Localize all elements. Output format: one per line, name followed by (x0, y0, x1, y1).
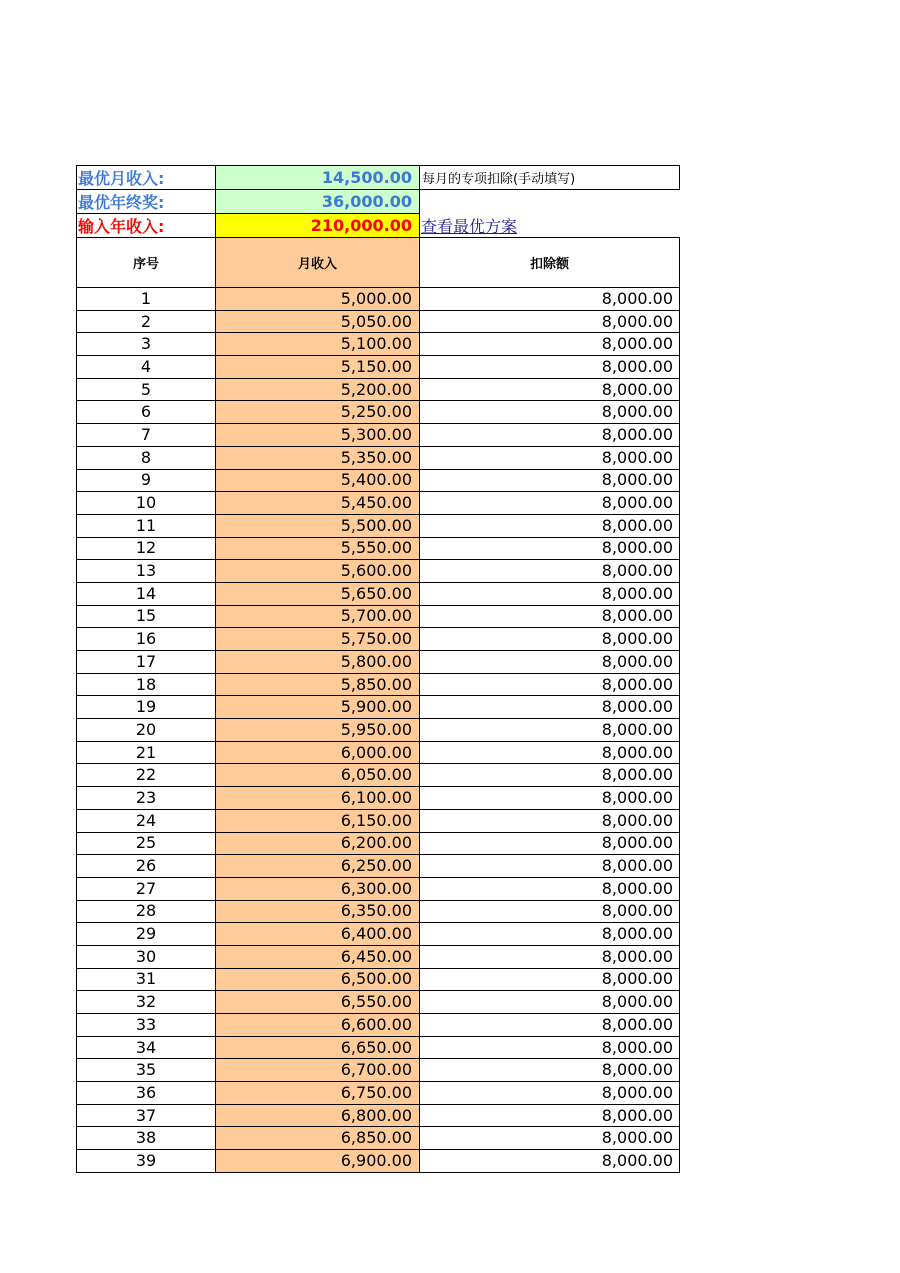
row-deduction-cell[interactable]: 8,000.00 (420, 1082, 680, 1105)
row-deduction-cell[interactable]: 8,000.00 (420, 537, 680, 560)
row-seq-cell[interactable]: 34 (77, 1036, 216, 1059)
row-income-cell[interactable]: 5,450.00 (216, 492, 420, 515)
row-income-cell[interactable]: 5,850.00 (216, 673, 420, 696)
row-income-cell[interactable]: 6,050.00 (216, 764, 420, 787)
row-income-cell[interactable]: 5,300.00 (216, 424, 420, 447)
header-monthly-income: 月收入 (216, 238, 420, 288)
table-row (77, 1059, 680, 1082)
best-monthly-label: 最优月收入: (77, 166, 216, 190)
table-row (77, 991, 680, 1014)
table-row (77, 832, 680, 855)
row-seq-cell[interactable]: 15 (77, 605, 216, 628)
table-row (77, 923, 680, 946)
table-row (77, 1104, 680, 1127)
row-seq-cell[interactable]: 36 (77, 1082, 216, 1105)
best-monthly-value[interactable]: 14,500.00 (216, 166, 420, 190)
table-row (77, 514, 680, 537)
row-income-cell[interactable]: 5,350.00 (216, 446, 420, 469)
row-income-cell[interactable]: 6,450.00 (216, 945, 420, 968)
row-deduction-cell[interactable]: 8,000.00 (420, 401, 680, 424)
row-income-cell[interactable]: 6,750.00 (216, 1082, 420, 1105)
row-deduction-cell[interactable]: 8,000.00 (420, 424, 680, 447)
row-income-cell[interactable]: 6,650.00 (216, 1036, 420, 1059)
row-seq-cell[interactable]: 33 (77, 1014, 216, 1037)
row-deduction-cell[interactable]: 8,000.00 (420, 333, 680, 356)
row-seq-cell[interactable]: 3 (77, 333, 216, 356)
table-row (77, 719, 680, 742)
row-seq-cell[interactable]: 24 (77, 809, 216, 832)
row-income-cell[interactable]: 5,100.00 (216, 333, 420, 356)
table-row (77, 469, 680, 492)
row-income-cell[interactable]: 5,600.00 (216, 560, 420, 583)
row-income-cell[interactable]: 6,550.00 (216, 991, 420, 1014)
table-row (77, 560, 680, 583)
row-income-cell[interactable]: 5,650.00 (216, 582, 420, 605)
row-deduction-cell[interactable]: 8,000.00 (420, 1059, 680, 1082)
table-row (77, 855, 680, 878)
row-income-cell[interactable]: 5,250.00 (216, 401, 420, 424)
table-row (77, 492, 680, 515)
row-seq-cell[interactable]: 37 (77, 1104, 216, 1127)
row-deduction-cell[interactable]: 8,000.00 (420, 288, 680, 311)
row-seq-cell[interactable]: 7 (77, 424, 216, 447)
row-income-cell[interactable]: 6,600.00 (216, 1014, 420, 1037)
table-row (77, 900, 680, 923)
row-seq-cell[interactable]: 5 (77, 378, 216, 401)
row-deduction-cell[interactable]: 8,000.00 (420, 923, 680, 946)
header-deduction: 扣除额 (420, 238, 680, 288)
row-seq-cell[interactable]: 30 (77, 945, 216, 968)
row-seq-cell[interactable]: 2 (77, 310, 216, 333)
row-deduction-cell[interactable]: 8,000.00 (420, 1127, 680, 1150)
table-row (77, 333, 680, 356)
header-seq: 序号 (77, 238, 216, 288)
row-income-cell[interactable]: 5,400.00 (216, 469, 420, 492)
row-income-cell[interactable]: 6,400.00 (216, 923, 420, 946)
table-header (77, 238, 680, 288)
row-deduction-cell[interactable]: 8,000.00 (420, 1104, 680, 1127)
row-deduction-cell[interactable]: 8,000.00 (420, 696, 680, 719)
table-row (77, 1014, 680, 1037)
table-row (77, 945, 680, 968)
row-income-cell[interactable]: 6,200.00 (216, 832, 420, 855)
table-row (77, 1150, 680, 1173)
row-deduction-cell[interactable]: 8,000.00 (420, 378, 680, 401)
row-seq-cell[interactable]: 26 (77, 855, 216, 878)
row-deduction-cell[interactable]: 8,000.00 (420, 787, 680, 810)
row-deduction-cell[interactable]: 8,000.00 (420, 310, 680, 333)
table-row (77, 582, 680, 605)
best-bonus-value[interactable]: 36,000.00 (216, 190, 420, 214)
row-deduction-cell[interactable]: 8,000.00 (420, 945, 680, 968)
salary-table (76, 165, 680, 1173)
row-seq-cell[interactable]: 13 (77, 560, 216, 583)
table-row (77, 605, 680, 628)
row-seq-cell[interactable]: 17 (77, 651, 216, 674)
row-deduction-cell[interactable]: 8,000.00 (420, 492, 680, 515)
table-row (77, 288, 680, 311)
deduction-note: 每月的专项扣除(手动填写) (420, 166, 680, 190)
view-best-plan-link[interactable]: 查看最优方案 (421, 216, 518, 236)
best-monthly-row (77, 166, 680, 190)
table-row (77, 696, 680, 719)
table-row (77, 628, 680, 651)
row-deduction-cell[interactable]: 8,000.00 (420, 900, 680, 923)
row-income-cell[interactable]: 5,050.00 (216, 310, 420, 333)
row-deduction-cell[interactable]: 8,000.00 (420, 741, 680, 764)
table-row (77, 1036, 680, 1059)
row-income-cell[interactable]: 6,100.00 (216, 787, 420, 810)
row-income-cell[interactable]: 6,000.00 (216, 741, 420, 764)
table-row (77, 310, 680, 333)
row-income-cell[interactable]: 5,700.00 (216, 605, 420, 628)
row-income-cell[interactable]: 5,550.00 (216, 537, 420, 560)
row-deduction-cell[interactable]: 8,000.00 (420, 1150, 680, 1173)
row-seq-cell[interactable]: 11 (77, 514, 216, 537)
annual-income-label: 输入年收入: (77, 214, 216, 238)
row-deduction-cell[interactable]: 8,000.00 (420, 605, 680, 628)
table-row (77, 651, 680, 674)
table-row (77, 356, 680, 379)
row-deduction-cell[interactable]: 8,000.00 (420, 628, 680, 651)
row-seq-cell[interactable]: 21 (77, 741, 216, 764)
row-seq-cell[interactable]: 32 (77, 991, 216, 1014)
row-seq-cell[interactable]: 4 (77, 356, 216, 379)
row-income-cell[interactable]: 6,350.00 (216, 900, 420, 923)
row-seq-cell[interactable]: 39 (77, 1150, 216, 1173)
row-income-cell[interactable]: 6,150.00 (216, 809, 420, 832)
table-row (77, 673, 680, 696)
row-seq-cell[interactable]: 31 (77, 968, 216, 991)
table-row (77, 446, 680, 469)
row-income-cell[interactable]: 5,800.00 (216, 651, 420, 674)
row-seq-cell[interactable]: 25 (77, 832, 216, 855)
table-row (77, 787, 680, 810)
row-deduction-cell[interactable]: 8,000.00 (420, 877, 680, 900)
row-seq-cell[interactable]: 29 (77, 923, 216, 946)
row-income-cell[interactable]: 5,150.00 (216, 356, 420, 379)
row-income-cell[interactable]: 6,800.00 (216, 1104, 420, 1127)
annual-income-row (77, 214, 680, 238)
row-income-cell[interactable]: 5,000.00 (216, 288, 420, 311)
row-seq-cell[interactable]: 10 (77, 492, 216, 515)
row-deduction-cell[interactable]: 8,000.00 (420, 1036, 680, 1059)
row-income-cell[interactable]: 6,900.00 (216, 1150, 420, 1173)
row-seq-cell[interactable]: 35 (77, 1059, 216, 1082)
row-seq-cell[interactable]: 9 (77, 469, 216, 492)
row-deduction-cell[interactable]: 8,000.00 (420, 1014, 680, 1037)
row-income-cell[interactable]: 5,200.00 (216, 378, 420, 401)
table-row (77, 968, 680, 991)
row-deduction-cell[interactable]: 8,000.00 (420, 855, 680, 878)
row-seq-cell[interactable]: 14 (77, 582, 216, 605)
row-income-cell[interactable]: 5,500.00 (216, 514, 420, 537)
row-income-cell[interactable]: 6,850.00 (216, 1127, 420, 1150)
best-bonus-row (77, 190, 680, 214)
row-seq-cell[interactable]: 6 (77, 401, 216, 424)
row-seq-cell[interactable]: 20 (77, 719, 216, 742)
best-bonus-label: 最优年终奖: (77, 190, 216, 214)
row-income-cell[interactable]: 5,750.00 (216, 628, 420, 651)
table-row (77, 809, 680, 832)
table-row (77, 1082, 680, 1105)
row-deduction-cell[interactable]: 8,000.00 (420, 719, 680, 742)
row-seq-cell[interactable]: 19 (77, 696, 216, 719)
row-deduction-cell[interactable]: 8,000.00 (420, 809, 680, 832)
row-income-cell[interactable]: 6,300.00 (216, 877, 420, 900)
empty-cell (420, 190, 680, 214)
table-row (77, 764, 680, 787)
row-deduction-cell[interactable]: 8,000.00 (420, 764, 680, 787)
row-deduction-cell[interactable]: 8,000.00 (420, 356, 680, 379)
table-row (77, 424, 680, 447)
row-seq-cell[interactable]: 16 (77, 628, 216, 651)
row-income-cell[interactable]: 5,950.00 (216, 719, 420, 742)
row-deduction-cell[interactable]: 8,000.00 (420, 582, 680, 605)
row-seq-cell[interactable]: 23 (77, 787, 216, 810)
row-deduction-cell[interactable]: 8,000.00 (420, 469, 680, 492)
row-deduction-cell[interactable]: 8,000.00 (420, 673, 680, 696)
row-seq-cell[interactable]: 38 (77, 1127, 216, 1150)
row-income-cell[interactable]: 6,500.00 (216, 968, 420, 991)
table-row (77, 1127, 680, 1150)
row-seq-cell[interactable]: 8 (77, 446, 216, 469)
table-row (77, 378, 680, 401)
row-income-cell[interactable]: 5,900.00 (216, 696, 420, 719)
row-deduction-cell[interactable]: 8,000.00 (420, 651, 680, 674)
spreadsheet (76, 165, 680, 1173)
row-seq-cell[interactable]: 22 (77, 764, 216, 787)
row-deduction-cell[interactable]: 8,000.00 (420, 560, 680, 583)
table-row (77, 741, 680, 764)
table-row (77, 537, 680, 560)
row-deduction-cell[interactable]: 8,000.00 (420, 991, 680, 1014)
row-deduction-cell[interactable]: 8,000.00 (420, 968, 680, 991)
row-deduction-cell[interactable]: 8,000.00 (420, 832, 680, 855)
row-seq-cell[interactable]: 18 (77, 673, 216, 696)
row-seq-cell[interactable]: 12 (77, 537, 216, 560)
row-seq-cell[interactable]: 28 (77, 900, 216, 923)
row-income-cell[interactable]: 6,250.00 (216, 855, 420, 878)
row-income-cell[interactable]: 6,700.00 (216, 1059, 420, 1082)
table-row (77, 877, 680, 900)
row-seq-cell[interactable]: 1 (77, 288, 216, 311)
table-row (77, 401, 680, 424)
row-deduction-cell[interactable]: 8,000.00 (420, 446, 680, 469)
annual-income-input[interactable]: 210,000.00 (216, 214, 420, 238)
row-deduction-cell[interactable]: 8,000.00 (420, 514, 680, 537)
row-seq-cell[interactable]: 27 (77, 877, 216, 900)
